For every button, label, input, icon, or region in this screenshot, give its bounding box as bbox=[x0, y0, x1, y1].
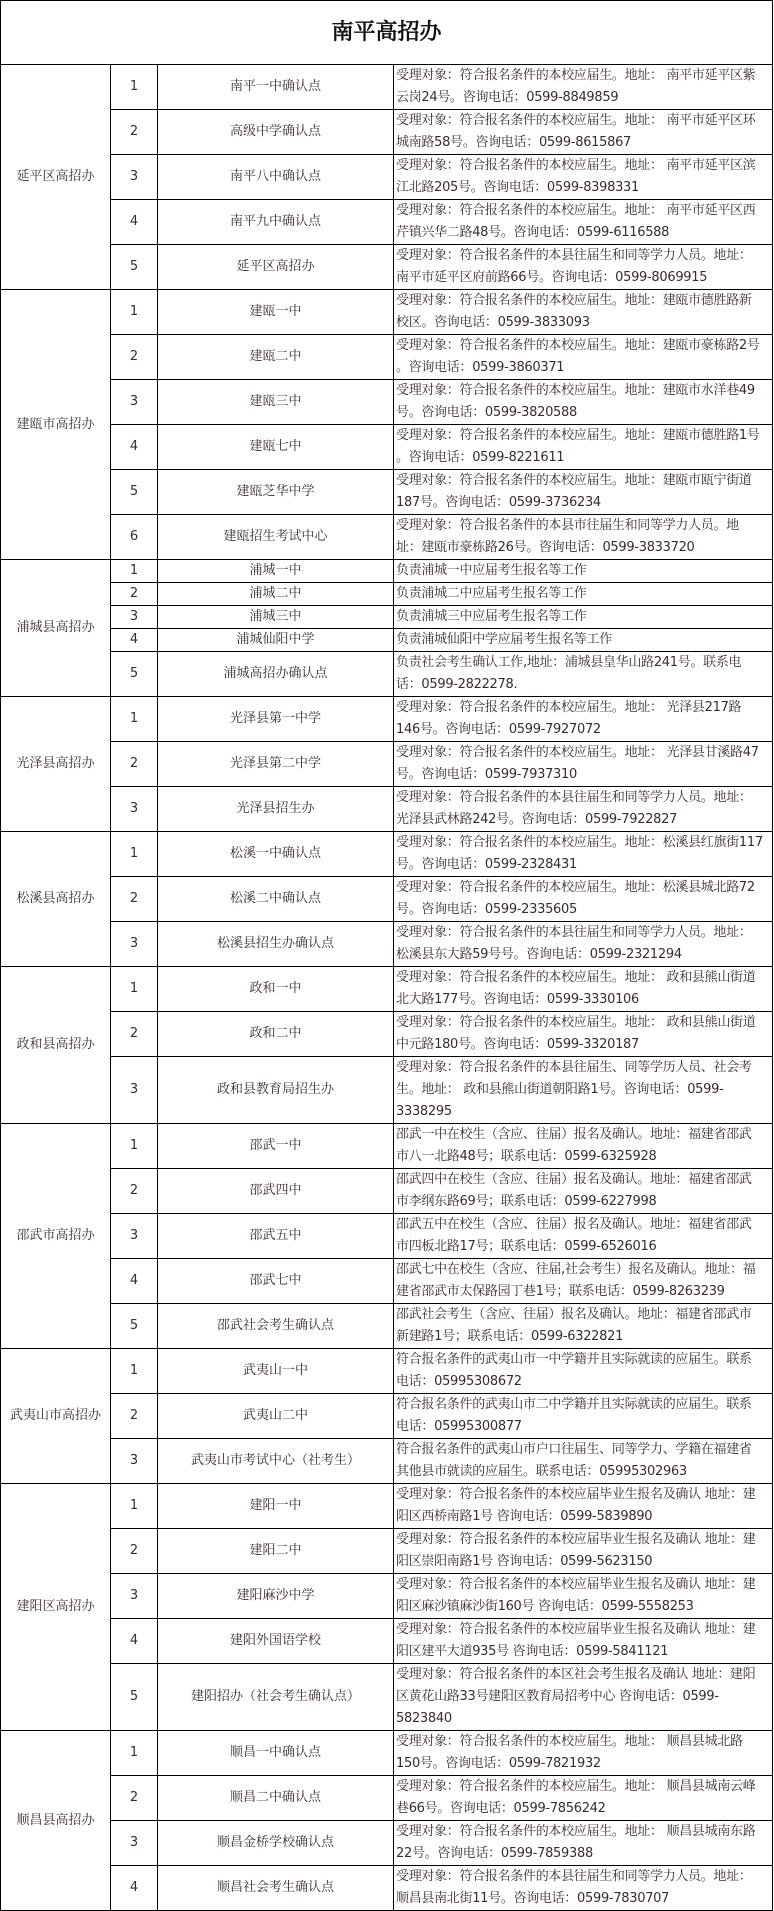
table-row bbox=[1, 629, 773, 652]
detail-line: 市四板北路17号；联系电话：0599-6526016 bbox=[396, 1239, 657, 1254]
detail-line: 生。地址： 政和县熊山街道朝阳路1号。咨询电话：0599- bbox=[396, 1082, 724, 1097]
site-detail bbox=[394, 1619, 773, 1664]
office-name: 延平区高招办 bbox=[1, 65, 111, 290]
detail-line: 符合报名条件的武夷山市户口往届生、同等学力、学籍在福建省 bbox=[396, 1442, 752, 1457]
table-row bbox=[1, 1821, 773, 1866]
site-detail bbox=[394, 1439, 773, 1484]
site-name: 邵武社会考生确认点 bbox=[158, 1304, 394, 1349]
table-row bbox=[1, 380, 773, 425]
table-row bbox=[1, 1529, 773, 1574]
site-detail bbox=[394, 515, 773, 560]
site-name: 南平八中确认点 bbox=[158, 155, 394, 200]
site-number: 4 bbox=[111, 629, 158, 652]
detail-line: 150号。咨询电话：0599-7821932 bbox=[396, 1756, 601, 1771]
detail-line: 号。咨询电话：0599-2328431 bbox=[396, 857, 577, 872]
site-name: 建瓯一中 bbox=[158, 290, 394, 335]
detail-line: 受理对象：符合报名条件的本校应届生。地址： 南平市延平区紫 bbox=[396, 68, 756, 83]
detail-line: 22号。咨询电话：0599-7859388 bbox=[396, 1846, 593, 1861]
site-name: 浦城高招办确认点 bbox=[158, 652, 394, 697]
table-row bbox=[1, 1012, 773, 1057]
site-detail bbox=[394, 110, 773, 155]
site-number: 2 bbox=[111, 1169, 158, 1214]
detail-line: 南平市延平区府前路66号。咨询电话：0599-8069915 bbox=[396, 270, 708, 285]
detail-line: 受理对象：符合报名条件的本校应届生。地址：建瓯市水洋巷49 bbox=[396, 383, 755, 398]
table-row bbox=[1, 967, 773, 1012]
detail-line: 电话：05995300877 bbox=[396, 1419, 522, 1434]
detail-line: 号。咨询电话：0599-3820588 bbox=[396, 405, 577, 420]
table-row bbox=[1, 425, 773, 470]
table-row bbox=[1, 245, 773, 290]
site-name: 光泽县第二中学 bbox=[158, 742, 394, 787]
detail-line: 受理对象：符合报名条件的本校应届生。地址： 光泽县甘溪路47 bbox=[396, 745, 759, 760]
detail-line: 负责浦城三中应届考生报名等工作 bbox=[396, 609, 587, 624]
detail-line: 受理对象：符合报名条件的本区社会考生报名及确认 地址：建阳 bbox=[396, 1667, 756, 1682]
detail-line: 受理对象：符合报名条件的本校应届生。地址： 光泽县217路 bbox=[396, 700, 742, 715]
site-number: 3 bbox=[111, 787, 158, 832]
site-name: 政和二中 bbox=[158, 1012, 394, 1057]
office-name: 浦城县高招办 bbox=[1, 560, 111, 697]
detail-line: 号。咨询电话：0599-7937310 bbox=[396, 767, 577, 782]
office-name: 武夷山市高招办 bbox=[1, 1349, 111, 1484]
site-number: 4 bbox=[111, 425, 158, 470]
site-detail bbox=[394, 380, 773, 425]
detail-line: 受理对象：符合报名条件的本校应届生。地址：松溪县红旗街117 bbox=[396, 835, 763, 850]
table-row bbox=[1, 1169, 773, 1214]
detail-line: 新建路1号；联系电话：0599-6322821 bbox=[396, 1329, 624, 1344]
detail-line: 巷66号。咨询电话：0599-7856242 bbox=[396, 1801, 606, 1816]
detail-line: 受理对象：符合报名条件的本校应届生。地址： 南平市延平区西 bbox=[396, 203, 756, 218]
site-name: 武夷山一中 bbox=[158, 1349, 394, 1394]
site-detail bbox=[394, 1529, 773, 1574]
detail-line: 受理对象：符合报名条件的本县往届生和同等学力人员。地址： bbox=[396, 790, 752, 805]
site-detail bbox=[394, 1394, 773, 1439]
site-number: 1 bbox=[111, 1731, 158, 1776]
site-number: 4 bbox=[111, 1619, 158, 1664]
detail-line: 受理对象：符合报名条件的本校应届毕业生报名及确认 地址：建 bbox=[396, 1487, 756, 1502]
detail-line: 受理对象：符合报名条件的本校应届毕业生报名及确认 地址：建 bbox=[396, 1622, 756, 1637]
detail-line: 。咨询电话：0599-3860371 bbox=[396, 360, 565, 375]
table-row bbox=[1, 1664, 773, 1731]
site-detail bbox=[394, 1664, 773, 1731]
site-number: 2 bbox=[111, 335, 158, 380]
detail-line: 邵武一中在校生（含应、往届）报名及确认。地址：福建省邵武 bbox=[396, 1127, 752, 1142]
site-number: 3 bbox=[111, 380, 158, 425]
table-row bbox=[1, 65, 773, 110]
detail-line: 阳区西桥南路1号 咨询电话：0599-5839890 bbox=[396, 1509, 653, 1524]
site-name: 邵武四中 bbox=[158, 1169, 394, 1214]
detail-line: 187号。咨询电话：0599-3736234 bbox=[396, 495, 601, 510]
site-number: 1 bbox=[111, 560, 158, 583]
site-name: 光泽县招生办 bbox=[158, 787, 394, 832]
site-name: 顺昌金桥学校确认点 bbox=[158, 1821, 394, 1866]
table-row bbox=[1, 515, 773, 560]
site-number: 5 bbox=[111, 1664, 158, 1731]
detail-line: 阳区麻沙镇麻沙街160号 咨询电话：0599-5558253 bbox=[396, 1599, 694, 1614]
site-name: 建阳麻沙中学 bbox=[158, 1574, 394, 1619]
office-name: 邵武市高招办 bbox=[1, 1124, 111, 1349]
site-name: 邵武一中 bbox=[158, 1124, 394, 1169]
detail-line: 3338295 bbox=[396, 1104, 452, 1119]
detail-line: 城南路58号。咨询电话：0599-8615867 bbox=[396, 135, 632, 150]
site-name: 浦城三中 bbox=[158, 606, 394, 629]
office-name: 建瓯市高招办 bbox=[1, 290, 111, 560]
table-row bbox=[1, 290, 773, 335]
site-number: 4 bbox=[111, 1866, 158, 1911]
site-detail bbox=[394, 606, 773, 629]
site-number: 3 bbox=[111, 922, 158, 967]
table-row bbox=[1, 1349, 773, 1394]
site-detail bbox=[394, 1821, 773, 1866]
detail-line: 松溪县东大路59号号。咨询电话：0599-2321294 bbox=[396, 947, 682, 962]
site-number: 1 bbox=[111, 1484, 158, 1529]
table-row bbox=[1, 1574, 773, 1619]
site-detail bbox=[394, 1012, 773, 1057]
detail-line: 北大路177号。咨询电话：0599-3330106 bbox=[396, 992, 639, 1007]
site-name: 武夷山市考试中心（社考生） bbox=[158, 1439, 394, 1484]
detail-line: 符合报名条件的武夷山市二中学籍并且实际就读的应届生。联系 bbox=[396, 1397, 752, 1412]
detail-line: 市八一北路48号；联系电话：0599-6325928 bbox=[396, 1149, 657, 1164]
table-row bbox=[1, 110, 773, 155]
site-number: 1 bbox=[111, 65, 158, 110]
detail-line: 受理对象：符合报名条件的本县往届生和同等学力人员。地址： bbox=[396, 1869, 752, 1884]
site-name: 建瓯招生考试中心 bbox=[158, 515, 394, 560]
detail-line: 受理对象：符合报名条件的本校应届生。地址：松溪县城北路72 bbox=[396, 880, 755, 895]
site-detail bbox=[394, 1866, 773, 1911]
detail-line: 邵武七中在校生（含应、往届,社会考生）报名及确认。地址：福 bbox=[396, 1262, 756, 1277]
site-name: 松溪县招生办确认点 bbox=[158, 922, 394, 967]
site-detail bbox=[394, 200, 773, 245]
detail-line: 市李纲东路69号；联系电话：0599-6227998 bbox=[396, 1194, 657, 1209]
site-number: 3 bbox=[111, 606, 158, 629]
site-number: 1 bbox=[111, 1124, 158, 1169]
office-name: 松溪县高招办 bbox=[1, 832, 111, 967]
detail-line: 。咨询电话：0599-8221611 bbox=[396, 450, 565, 465]
detail-line: 号。咨询电话：0599-2335605 bbox=[396, 902, 577, 917]
site-detail bbox=[394, 155, 773, 200]
detail-line: 受理对象：符合报名条件的本校应届生。地址： 顺昌县城南东路 bbox=[396, 1824, 756, 1839]
table-row bbox=[1, 606, 773, 629]
table-row bbox=[1, 1776, 773, 1821]
site-name: 政和县教育局招生办 bbox=[158, 1057, 394, 1124]
detail-line: 受理对象：符合报名条件的本校应届生。地址： 政和县熊山街道 bbox=[396, 1015, 756, 1030]
table-row bbox=[1, 697, 773, 742]
table-row bbox=[1, 877, 773, 922]
office-name: 建阳区高招办 bbox=[1, 1484, 111, 1731]
site-detail bbox=[394, 1349, 773, 1394]
site-number: 5 bbox=[111, 470, 158, 515]
detail-line: 受理对象：符合报名条件的本县往届生、同等学历人员、社会考 bbox=[396, 1060, 752, 1075]
site-detail bbox=[394, 967, 773, 1012]
site-detail bbox=[394, 1259, 773, 1304]
site-name: 建阳外国语学校 bbox=[158, 1619, 394, 1664]
table-row bbox=[1, 787, 773, 832]
table-row bbox=[1, 1124, 773, 1169]
detail-line: 址：建瓯市豪栋路26号。咨询电话：0599-3833720 bbox=[396, 540, 695, 555]
detail-line: 负责浦城二中应届考生报名等工作 bbox=[396, 586, 587, 601]
site-detail bbox=[394, 922, 773, 967]
table-row bbox=[1, 1304, 773, 1349]
detail-line: 受理对象：符合报名条件的本县往届生和同等学力人员。地址： bbox=[396, 925, 752, 940]
site-name: 建瓯七中 bbox=[158, 425, 394, 470]
table-row bbox=[1, 560, 773, 583]
site-detail bbox=[394, 1731, 773, 1776]
site-number: 3 bbox=[111, 1214, 158, 1259]
detail-line: 其他县市就读的应届生。联系电话：05995302963 bbox=[396, 1464, 687, 1479]
office-name: 顺昌县高招办 bbox=[1, 1731, 111, 1911]
site-number: 2 bbox=[111, 110, 158, 155]
site-name: 浦城二中 bbox=[158, 583, 394, 606]
site-number: 2 bbox=[111, 1776, 158, 1821]
site-number: 6 bbox=[111, 515, 158, 560]
detail-line: 芹镇兴华二路48号。咨询电话：0599-6116588 bbox=[396, 225, 670, 240]
site-number: 2 bbox=[111, 1012, 158, 1057]
table-row bbox=[1, 832, 773, 877]
detail-line: 中元路180号。咨询电话：0599-3320187 bbox=[396, 1037, 639, 1052]
detail-line: 顺昌县南北街11号。咨询电话：0599-7830707 bbox=[396, 1891, 670, 1906]
detail-line: 受理对象：符合报名条件的本县往届生和同等学力人员。地址： bbox=[396, 248, 752, 263]
detail-line: 负责浦城一中应届考生报名等工作 bbox=[396, 563, 587, 578]
site-name: 顺昌社会考生确认点 bbox=[158, 1866, 394, 1911]
detail-line: 邵武社会考生（含应、往届）报名及确认。地址：福建省邵武市 bbox=[396, 1307, 752, 1322]
site-number: 1 bbox=[111, 967, 158, 1012]
site-name: 高级中学确认点 bbox=[158, 110, 394, 155]
detail-line: 受理对象：符合报名条件的本校应届生。地址： 顺昌县城南云峰 bbox=[396, 1779, 756, 1794]
table-row bbox=[1, 1439, 773, 1484]
detail-line: 负责浦城仙阳中学应届考生报名等工作 bbox=[396, 632, 612, 647]
site-detail bbox=[394, 652, 773, 697]
detail-line: 5823840 bbox=[396, 1711, 452, 1726]
site-name: 武夷山二中 bbox=[158, 1394, 394, 1439]
site-name: 邵武七中 bbox=[158, 1259, 394, 1304]
detail-line: 阳区崇阳南路1号 咨询电话：0599-5623150 bbox=[396, 1554, 653, 1569]
office-name: 政和县高招办 bbox=[1, 967, 111, 1124]
site-name: 建瓯三中 bbox=[158, 380, 394, 425]
site-name: 邵武五中 bbox=[158, 1214, 394, 1259]
detail-line: 符合报名条件的武夷山市一中学籍并且实际就读的应届生。联系 bbox=[396, 1352, 752, 1367]
site-detail bbox=[394, 877, 773, 922]
site-detail bbox=[394, 1057, 773, 1124]
site-detail bbox=[394, 1214, 773, 1259]
site-number: 4 bbox=[111, 1259, 158, 1304]
title-row bbox=[1, 1, 773, 65]
detail-line: 区黄花山路33号建阳区教育局招考中心 咨询电话：0599- bbox=[396, 1689, 719, 1704]
site-number: 4 bbox=[111, 200, 158, 245]
site-number: 1 bbox=[111, 1349, 158, 1394]
table-row bbox=[1, 1731, 773, 1776]
site-detail bbox=[394, 65, 773, 110]
site-detail bbox=[394, 697, 773, 742]
detail-line: 云岗24号。咨询电话：0599-8849859 bbox=[396, 90, 619, 105]
detail-line: 受理对象：符合报名条件的本校应届生。地址：建瓯市瓯宁街道 bbox=[396, 473, 752, 488]
site-detail bbox=[394, 1169, 773, 1214]
site-detail bbox=[394, 425, 773, 470]
site-name: 顺昌二中确认点 bbox=[158, 1776, 394, 1821]
detail-line: 建省邵武市太保路园丁巷1号；联系电话：0599-8263239 bbox=[396, 1284, 725, 1299]
table-row bbox=[1, 652, 773, 697]
site-detail bbox=[394, 470, 773, 515]
site-detail bbox=[394, 1124, 773, 1169]
detail-line: 146号。咨询电话：0599-7927072 bbox=[396, 722, 601, 737]
table-row bbox=[1, 1619, 773, 1664]
site-number: 3 bbox=[111, 1821, 158, 1866]
detail-line: 受理对象：符合报名条件的本校应届生。地址：建瓯市德胜路新 bbox=[396, 293, 752, 308]
site-number: 3 bbox=[111, 1057, 158, 1124]
site-detail bbox=[394, 1484, 773, 1529]
site-number: 2 bbox=[111, 1394, 158, 1439]
table-row bbox=[1, 155, 773, 200]
detail-line: 受理对象：符合报名条件的本校应届生。地址： 南平市延平区滨 bbox=[396, 158, 756, 173]
office-name: 光泽县高招办 bbox=[1, 697, 111, 832]
site-name: 南平九中确认点 bbox=[158, 200, 394, 245]
site-name: 建阳招办（社会考生确认点） bbox=[158, 1664, 394, 1731]
site-number: 1 bbox=[111, 290, 158, 335]
site-name: 光泽县第一中学 bbox=[158, 697, 394, 742]
table-row bbox=[1, 1057, 773, 1124]
detail-line: 受理对象：符合报名条件的本校应届生。地址：建瓯市豪栋路2号 bbox=[396, 338, 760, 353]
table-row bbox=[1, 200, 773, 245]
detail-line: 阳区建平大道935号 咨询电话：0599-5841121 bbox=[396, 1644, 669, 1659]
table-row bbox=[1, 742, 773, 787]
table-row bbox=[1, 1866, 773, 1911]
site-detail bbox=[394, 335, 773, 380]
site-name: 政和一中 bbox=[158, 967, 394, 1012]
site-name: 浦城仙阳中学 bbox=[158, 629, 394, 652]
detail-line: 负责社会考生确认工作,地址：浦城县皇华山路241号。联系电 bbox=[396, 655, 742, 670]
site-number: 1 bbox=[111, 832, 158, 877]
site-name: 松溪二中确认点 bbox=[158, 877, 394, 922]
page-title: 南平高招办 bbox=[1, 1, 773, 65]
table-row bbox=[1, 1484, 773, 1529]
detail-line: 邵武四中在校生（含应、往届）报名及确认。地址：福建省邵武 bbox=[396, 1172, 752, 1187]
detail-line: 受理对象：符合报名条件的本校应届生。地址： 政和县熊山街道 bbox=[396, 970, 756, 985]
detail-line: 话：0599-2822278. bbox=[396, 677, 518, 692]
site-number: 2 bbox=[111, 877, 158, 922]
site-number: 3 bbox=[111, 1439, 158, 1484]
site-number: 5 bbox=[111, 652, 158, 697]
table-row bbox=[1, 583, 773, 606]
site-detail bbox=[394, 560, 773, 583]
detail-line: 电话：05995308672 bbox=[396, 1374, 522, 1389]
site-number: 2 bbox=[111, 742, 158, 787]
table-row bbox=[1, 1214, 773, 1259]
table-row bbox=[1, 922, 773, 967]
detail-line: 受理对象：符合报名条件的本县市往届生和同等学力人员。地 bbox=[396, 518, 739, 533]
site-name: 浦城一中 bbox=[158, 560, 394, 583]
table-row bbox=[1, 1394, 773, 1439]
site-name: 建瓯二中 bbox=[158, 335, 394, 380]
site-number: 5 bbox=[111, 245, 158, 290]
site-number: 3 bbox=[111, 1574, 158, 1619]
detail-line: 光泽县武林路242号。咨询电话：0599-7922827 bbox=[396, 812, 678, 827]
site-detail bbox=[394, 583, 773, 606]
detail-line: 受理对象：符合报名条件的本校应届生。地址： 顺昌县城北路 bbox=[396, 1734, 743, 1749]
site-name: 建阳二中 bbox=[158, 1529, 394, 1574]
site-detail bbox=[394, 1776, 773, 1821]
site-name: 松溪一中确认点 bbox=[158, 832, 394, 877]
site-number: 2 bbox=[111, 1529, 158, 1574]
site-name: 建瓯芝华中学 bbox=[158, 470, 394, 515]
detail-line: 邵武五中在校生（含应、往届）报名及确认。地址：福建省邵武 bbox=[396, 1217, 752, 1232]
site-name: 延平区高招办 bbox=[158, 245, 394, 290]
site-number: 3 bbox=[111, 155, 158, 200]
site-number: 5 bbox=[111, 1304, 158, 1349]
detail-line: 受理对象：符合报名条件的本校应届生。地址： 南平市延平区环 bbox=[396, 113, 756, 128]
site-detail bbox=[394, 1304, 773, 1349]
site-number: 2 bbox=[111, 583, 158, 606]
site-name: 南平一中确认点 bbox=[158, 65, 394, 110]
table-row bbox=[1, 335, 773, 380]
detail-line: 校区。咨询电话：0599-3833093 bbox=[396, 315, 590, 330]
site-detail bbox=[394, 245, 773, 290]
site-detail bbox=[394, 832, 773, 877]
site-detail bbox=[394, 290, 773, 335]
detail-line: 江北路205号。咨询电话：0599-8398331 bbox=[396, 180, 639, 195]
site-detail bbox=[394, 1574, 773, 1619]
site-number: 1 bbox=[111, 697, 158, 742]
site-detail bbox=[394, 787, 773, 832]
site-detail bbox=[394, 629, 773, 652]
detail-line: 受理对象：符合报名条件的本校应届毕业生报名及确认 地址：建 bbox=[396, 1577, 756, 1592]
detail-line: 受理对象：符合报名条件的本校应届毕业生报名及确认 地址：建 bbox=[396, 1532, 756, 1547]
detail-line: 受理对象：符合报名条件的本校应届生。地址：建瓯市德胜路1号 bbox=[396, 428, 760, 443]
site-detail bbox=[394, 742, 773, 787]
table-row bbox=[1, 470, 773, 515]
table-row bbox=[1, 1259, 773, 1304]
site-name: 建阳一中 bbox=[158, 1484, 394, 1529]
site-name: 顺昌一中确认点 bbox=[158, 1731, 394, 1776]
